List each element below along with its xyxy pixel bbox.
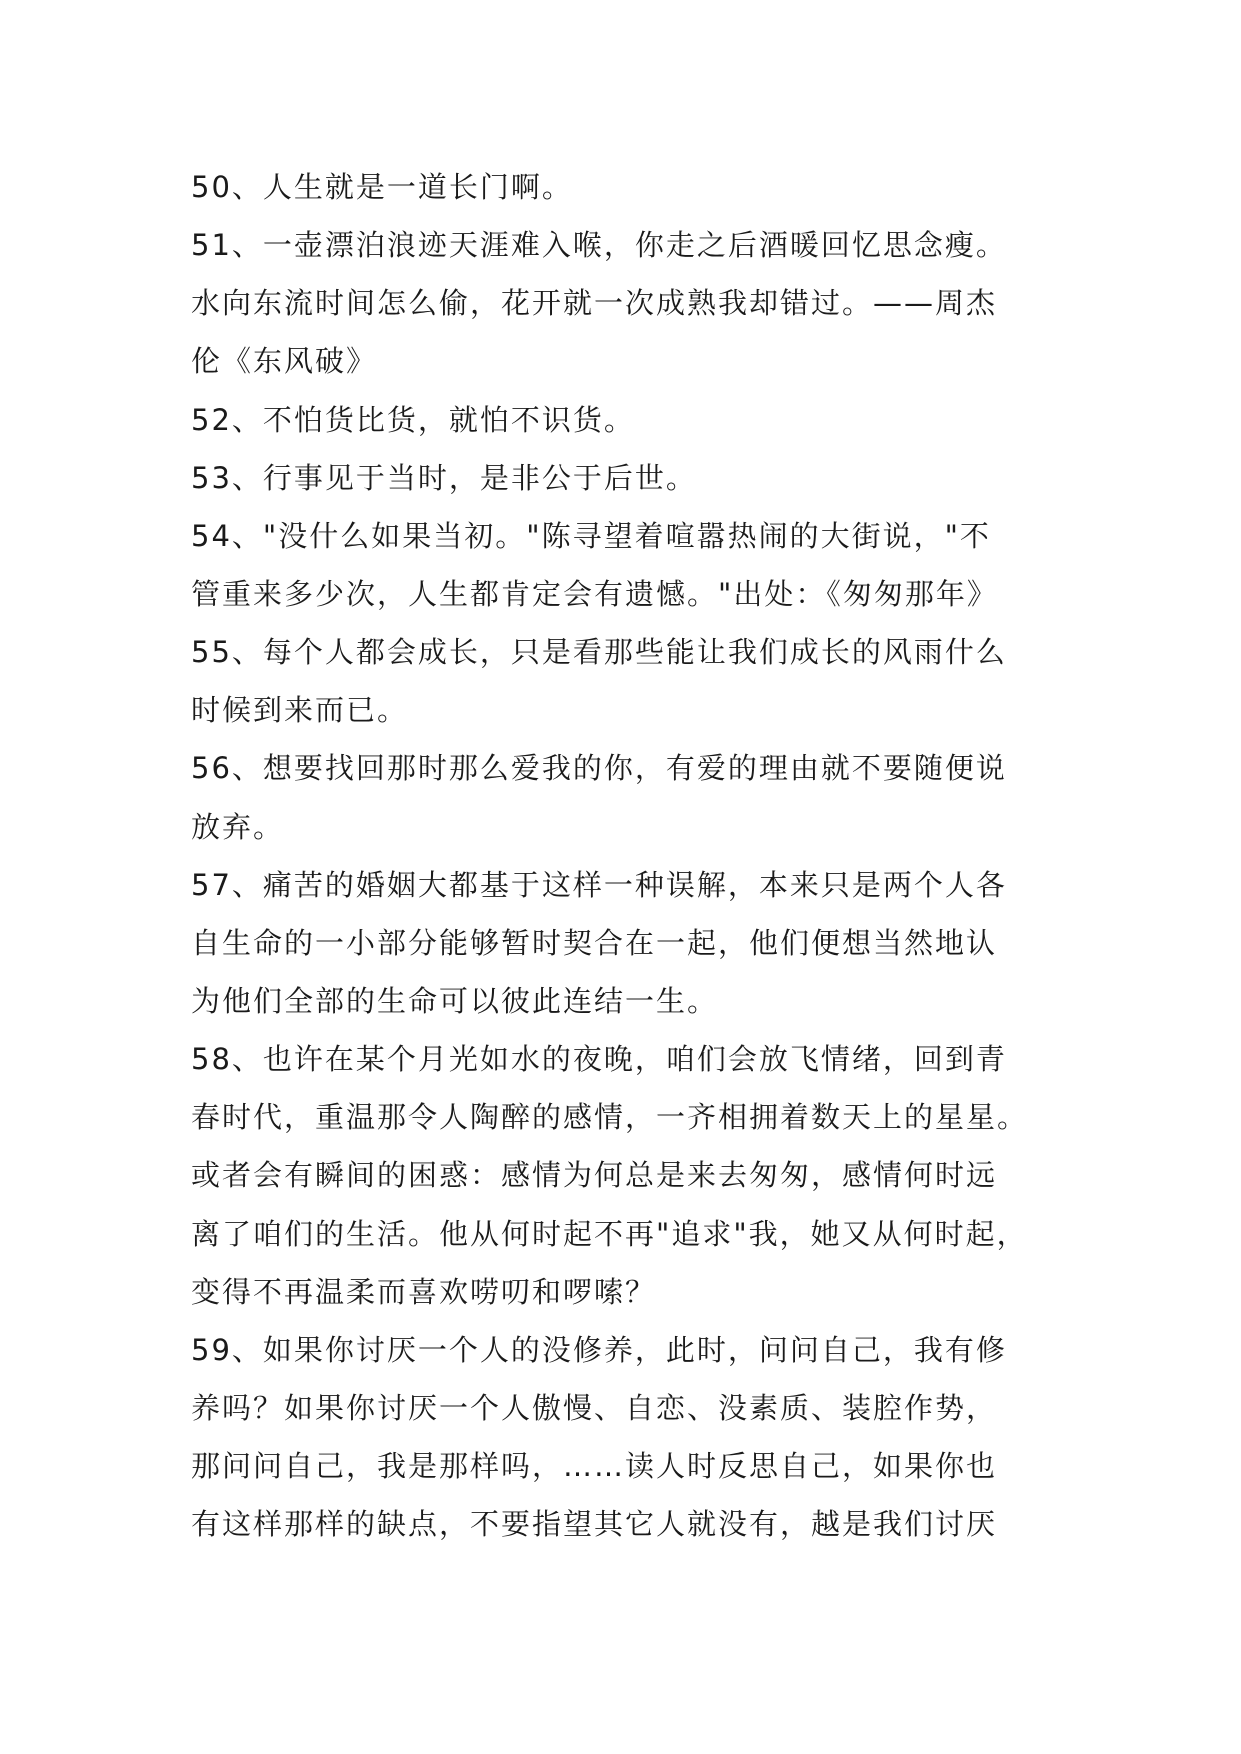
text-line: 养吗？如果你讨厌一个人傲慢、自恋、没素质、装腔作势， bbox=[191, 1390, 998, 1425]
text-line: 51、一壶漂泊浪迹天涯难入喉，你走之后酒暖回忆思念瘦。 bbox=[191, 228, 1007, 263]
text-line: 变得不再温柔而喜欢唠叨和啰嗦？ bbox=[191, 1274, 657, 1309]
text-line: 53、行事见于当时，是非公于后世。 bbox=[191, 460, 697, 495]
text-line: 自生命的一小部分能够暂时契合在一起，他们便想当然地认 bbox=[191, 925, 998, 960]
text-line: 离了咱们的生活。他从何时起不再"追求"我，她又从何时起， bbox=[191, 1216, 1028, 1251]
text-line: 59、如果你讨厌一个人的没修养，此时，问问自己，我有修 bbox=[191, 1332, 1007, 1367]
text-line: 或者会有瞬间的困惑：感情为何总是来去匆匆，感情何时远 bbox=[191, 1158, 998, 1193]
text-line: 时候到来而已。 bbox=[191, 693, 409, 728]
text-line: 那问问自己，我是那样吗，……读人时反思自己，如果你也 bbox=[191, 1449, 998, 1484]
text-line: 有这样那样的缺点，不要指望其它人就没有，越是我们讨厌 bbox=[191, 1507, 998, 1542]
text-line: 放弃。 bbox=[191, 809, 285, 844]
text-line: 春时代，重温那令人陶醉的感情，一齐相拥着数天上的星星。 bbox=[191, 1100, 1029, 1135]
text-line: 管重来多少次，人生都肯定会有遗憾。"出处：《匆匆那年》 bbox=[191, 576, 998, 611]
text-line: 54、"没什么如果当初。"陈寻望着喧嚣热闹的大街说，"不 bbox=[191, 518, 991, 553]
text-line: 52、不怕货比货，就怕不识货。 bbox=[191, 402, 635, 437]
text-line: 伦《东风破》 bbox=[191, 344, 378, 379]
text-line: 56、想要找回那时那么爱我的你，有爱的理由就不要随便说 bbox=[191, 751, 1007, 786]
document-body bbox=[191, 158, 1091, 1553]
text-line: 50、人生就是一道长门啊。 bbox=[191, 170, 573, 204]
text-line: 为他们全部的生命可以彼此连结一生。 bbox=[191, 983, 719, 1018]
text-line: 58、也许在某个月光如水的夜晚，咱们会放飞情绪，回到青 bbox=[191, 1042, 1007, 1077]
text-line: 57、痛苦的婚姻大都基于这样一种误解，本来只是两个人各 bbox=[191, 867, 1007, 902]
text-line: 水向东流时间怎么偷，花开就一次成熟我却错过。——周杰 bbox=[191, 286, 998, 321]
text-line: 55、每个人都会成长，只是看那些能让我们成长的风雨什么 bbox=[191, 635, 1007, 670]
